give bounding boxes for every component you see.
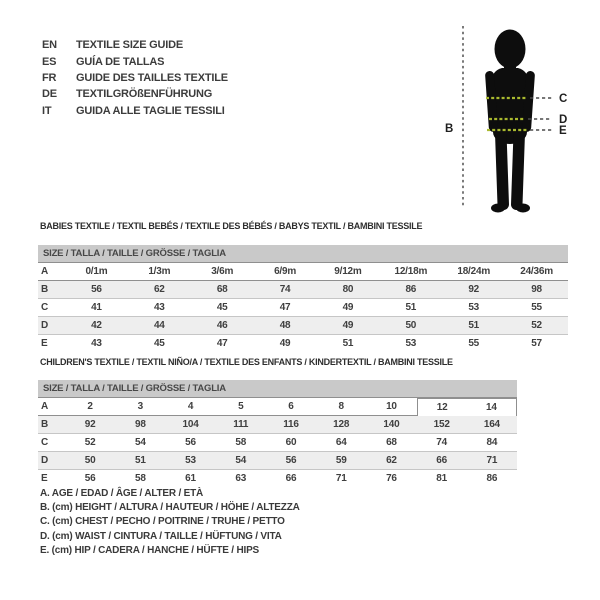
value-cell: 2 (87, 401, 93, 412)
language-text: GUIDA ALLE TAGLIE TESSILI (76, 104, 225, 117)
value-cell: 5 (238, 401, 244, 412)
value-cell: 47 (216, 338, 228, 349)
value-cell: 56 (84, 473, 96, 484)
table-row (38, 470, 517, 487)
value-cell: 58 (134, 473, 146, 484)
row-label: D (41, 455, 49, 466)
value-cell: 54 (134, 437, 146, 448)
row-label: E (41, 473, 48, 484)
chest-label: C (559, 93, 568, 105)
table-row (38, 416, 517, 434)
value-cell: 68 (216, 284, 228, 295)
value-cell: 48 (279, 320, 291, 331)
value-cell: 92 (468, 284, 480, 295)
value-cell: 42 (91, 320, 102, 331)
value-cell: 55 (468, 338, 480, 349)
value-cell: 41 (91, 302, 102, 313)
value-cell: 43 (91, 338, 102, 349)
value-cell: 44 (153, 320, 165, 331)
value-cell: 52 (84, 437, 96, 448)
legend-item: B. (cm) HEIGHT / ALTURA / HAUTEUR / HÖHE / ALTEZZA (40, 502, 300, 514)
table-row (38, 434, 517, 452)
value-cell: 81 (436, 473, 448, 484)
value-cell: 68 (386, 437, 397, 448)
language-row (42, 86, 228, 102)
value-cell: 53 (405, 338, 417, 349)
value-cell: 45 (216, 302, 228, 313)
value-cell: 6 (288, 401, 294, 412)
language-list (42, 37, 228, 119)
language-text: GUIDE DES TAILLES TEXTILE (76, 71, 228, 84)
value-cell: 86 (405, 284, 417, 295)
row-label: A (41, 401, 49, 412)
hip-label: E (559, 125, 567, 137)
value-cell: 1/3m (148, 266, 171, 277)
value-cell: 8 (338, 401, 344, 412)
legend-item: D. (cm) WAIST / CINTURA / TAILLE / HÜFTUNG / VITA (40, 530, 282, 542)
value-cell: 14 (467, 398, 517, 416)
children-size-table (38, 380, 517, 487)
value-cell: 76 (386, 473, 397, 484)
language-row (42, 70, 228, 86)
legend-item: E. (cm) HIP / CADERA / HANCHE / HÜFTE / HIPS (40, 544, 260, 556)
value-cell: 51 (405, 302, 417, 313)
value-cell: 12/18m (394, 266, 428, 277)
size-figure (428, 8, 600, 223)
value-cell: 66 (285, 473, 297, 484)
table-row (38, 335, 568, 352)
value-cell: 6/9m (274, 266, 297, 277)
row-label: C (41, 302, 49, 313)
measurement-legend (40, 488, 300, 559)
children-size-header-band: SIZE / TALLA / TAILLE / GRÖSSE / TAGLIA (38, 380, 517, 398)
value-cell: 56 (91, 284, 102, 295)
babies-section-title: BABIES TEXTILE / TEXTIL BEBÉS / TEXTILE DES BÉBÉS / BABYS TEXTIL / BAMBINI TESSILE (40, 221, 423, 231)
language-row (42, 37, 228, 53)
value-cell: 128 (333, 419, 350, 430)
value-cell: 116 (283, 419, 299, 430)
legend-item: A. AGE / EDAD / ÂGE / ALTER / ETÀ (40, 488, 204, 499)
language-text: GUÍA DE TALLAS (76, 55, 165, 68)
language-row (42, 103, 228, 119)
value-cell: 43 (153, 302, 165, 313)
value-cell: 47 (279, 302, 291, 313)
value-cell: 92 (84, 419, 96, 430)
value-cell: 104 (182, 419, 199, 430)
value-cell: 86 (486, 473, 498, 484)
language-code: ES (42, 55, 57, 68)
value-cell: 71 (486, 455, 498, 466)
value-cell: 0/1m (85, 266, 108, 277)
table-row (38, 398, 517, 416)
value-cell: 51 (468, 320, 480, 331)
value-cell: 18/24m (457, 266, 491, 277)
language-code: EN (42, 39, 57, 52)
value-cell: 152 (433, 419, 450, 430)
value-cell: 98 (531, 284, 542, 295)
value-cell: 111 (233, 419, 249, 430)
language-text: TEXTILGRÖßENFÜHRUNG (76, 88, 213, 101)
table-row (38, 299, 568, 317)
value-cell: 53 (468, 302, 480, 313)
value-cell: 10 (386, 401, 397, 412)
table-row (38, 263, 568, 281)
value-cell: 45 (153, 338, 165, 349)
value-cell: 54 (235, 455, 247, 466)
value-cell: 98 (134, 419, 146, 430)
row-label: E (41, 338, 48, 349)
babies-size-table (38, 245, 568, 352)
value-cell: 24/36m (520, 266, 553, 277)
language-text: TEXTILE SIZE GUIDE (76, 39, 184, 52)
value-cell: 84 (486, 437, 498, 448)
value-cell: 58 (235, 437, 247, 448)
value-cell: 49 (342, 302, 354, 313)
child-silhouette-graphic (428, 8, 600, 223)
table-row (38, 317, 568, 335)
value-cell: 164 (483, 419, 500, 430)
value-cell: 49 (342, 320, 354, 331)
table-row (38, 281, 568, 299)
value-cell: 51 (342, 338, 354, 349)
value-cell: 4 (187, 401, 194, 412)
row-label: B (41, 419, 49, 430)
waist-label: D (559, 114, 568, 126)
value-cell: 61 (185, 473, 196, 484)
value-cell: 3 (137, 401, 144, 412)
value-cell: 49 (279, 338, 291, 349)
language-code: DE (42, 88, 57, 101)
value-cell: 57 (531, 338, 542, 349)
row-label: C (41, 437, 49, 448)
value-cell: 46 (216, 320, 228, 331)
child-silhouette (485, 30, 535, 213)
value-cell: 56 (185, 437, 196, 448)
value-cell: 51 (134, 455, 146, 466)
value-cell: 50 (405, 320, 417, 331)
value-cell: 59 (335, 455, 347, 466)
language-code: FR (42, 71, 57, 84)
row-label: D (41, 320, 49, 331)
babies-size-header-band: SIZE / TALLA / TAILLE / GRÖSSE / TAGLIA (38, 245, 568, 263)
value-cell: 71 (335, 473, 347, 484)
value-cell: 74 (279, 284, 291, 295)
value-cell: 9/12m (334, 266, 362, 277)
value-cell: 52 (531, 320, 542, 331)
value-cell: 50 (84, 455, 96, 466)
children-section-title: CHILDREN'S TEXTILE / TEXTIL NIÑO/A / TEXTILE DES ENFANTS / KINDERTEXTIL / BAMBINI TESSILE (40, 357, 453, 367)
legend-item: C. (cm) CHEST / PECHO / POITRINE / TRUHE / PETTO (40, 516, 285, 528)
value-cell: 64 (335, 437, 347, 448)
value-cell: 3/6m (211, 266, 234, 277)
value-cell: 63 (235, 473, 247, 484)
value-cell: 56 (285, 455, 297, 466)
value-cell: 12 (417, 398, 467, 416)
value-cell: 62 (153, 284, 165, 295)
value-cell: 74 (436, 437, 448, 448)
value-cell: 66 (436, 455, 448, 466)
value-cell: 53 (185, 455, 196, 466)
height-label: B (445, 123, 454, 135)
value-cell: 60 (285, 437, 297, 448)
value-cell: 62 (386, 455, 397, 466)
row-label: A (41, 266, 49, 277)
row-label: B (41, 284, 49, 295)
language-row (42, 53, 228, 69)
value-cell: 80 (342, 284, 354, 295)
language-code: IT (42, 104, 52, 117)
value-cell: 55 (531, 302, 542, 313)
table-row (38, 452, 517, 470)
value-cell: 140 (383, 419, 400, 430)
